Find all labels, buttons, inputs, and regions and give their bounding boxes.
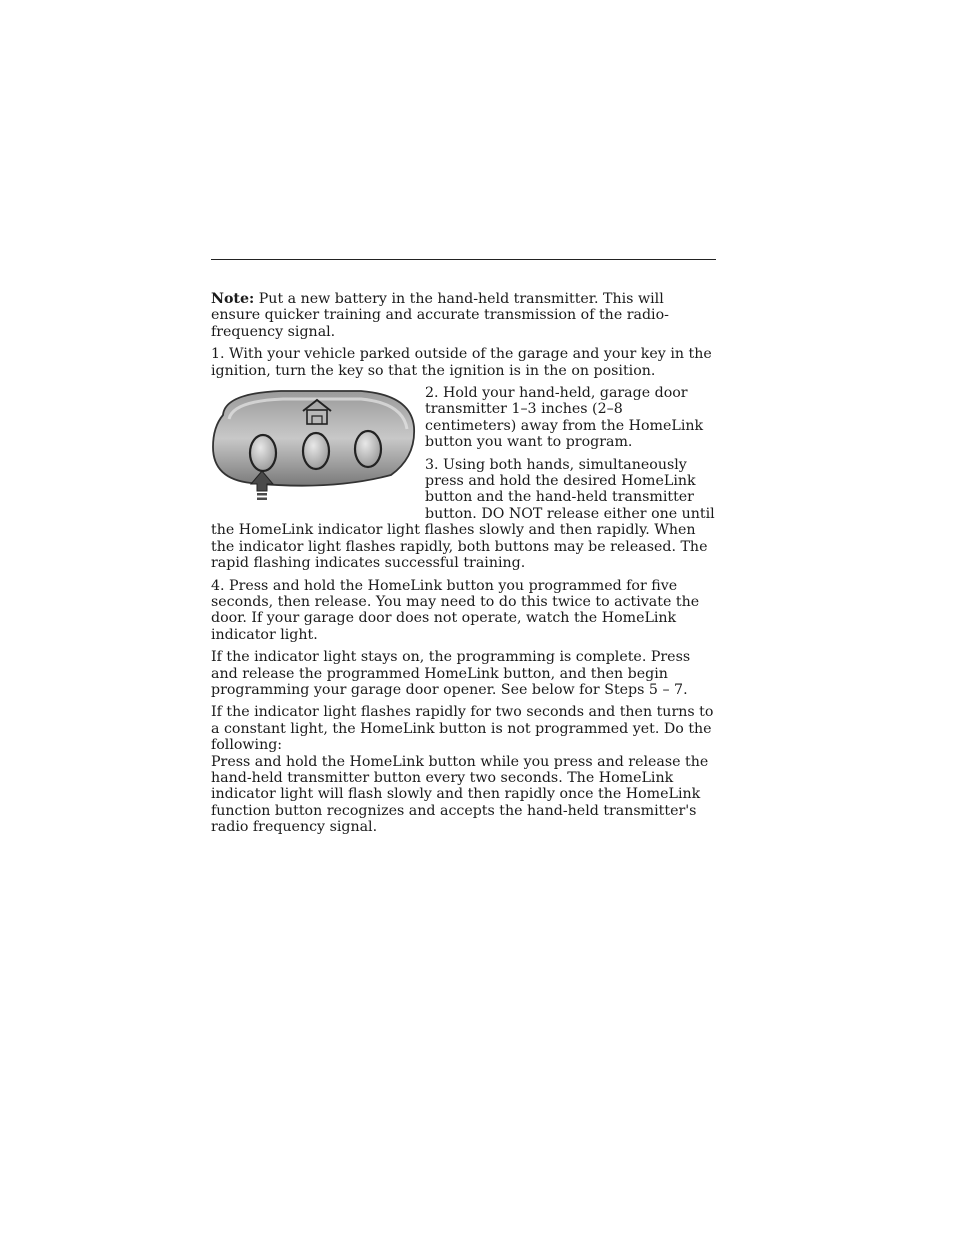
note-text: Put a new battery in the hand-held transmitter. This will ensure quicker training and accurate transmission of the radio-frequency signal. <box>211 291 669 340</box>
step-2: 2. Hold your hand-held, garage door transmitter 1–3 inches (2–8 centimeters) away from the HomeLink button you want to program. <box>425 385 704 451</box>
homelink-figure <box>211 387 417 505</box>
homelink-button-3 <box>355 431 381 467</box>
note-label: Note: <box>211 291 255 307</box>
note-paragraph <box>211 291 716 340</box>
paragraph-press-hold: Press and hold the HomeLink button while you press and release the hand-held transmitter button every two seconds. The HomeLink indicator light will flash slowly and then rapidly once the HomeLink function button recognizes and accepts the hand-held transmitter's radio frequency signal. <box>211 753 709 836</box>
step-4: 4. Press and hold the HomeLink button you programmed for five seconds, then release. You may need to do this twice to activate the door. If your garage door does not operate, watch the HomeLink indicator light. <box>211 577 700 643</box>
header-rule <box>211 259 716 260</box>
step-1: 1. With your vehicle parked outside of the garage and your key in the ignition, turn the key so that the ignition is in the on position. <box>211 346 712 379</box>
paragraph-indicator-flash: If the indicator light flashes rapidly for two seconds and then turns to a constant light, the HomeLink button is not programmed yet. Do the following: <box>211 704 714 754</box>
paragraph-indicator-on: If the indicator light stays on, the programming is complete. Press and release the programmed HomeLink button, and then begin programming your garage door opener. See below for Steps 5 – 7. <box>211 649 691 698</box>
homelink-button-2 <box>303 433 329 469</box>
homelink-button-1 <box>250 435 276 471</box>
step-3: 3. Using both hands, simultaneously press and hold the desired HomeLink button and the hand-held transmitter button. DO NOT release either one until the HomeLink indicator light flashes slowly and then rapidly. When the indicator light flashes rapidly, both buttons may be released. The rapid flashing indicates successful training. <box>211 456 715 572</box>
manual-content <box>211 291 716 842</box>
homelink-panel-illustration <box>211 387 417 505</box>
